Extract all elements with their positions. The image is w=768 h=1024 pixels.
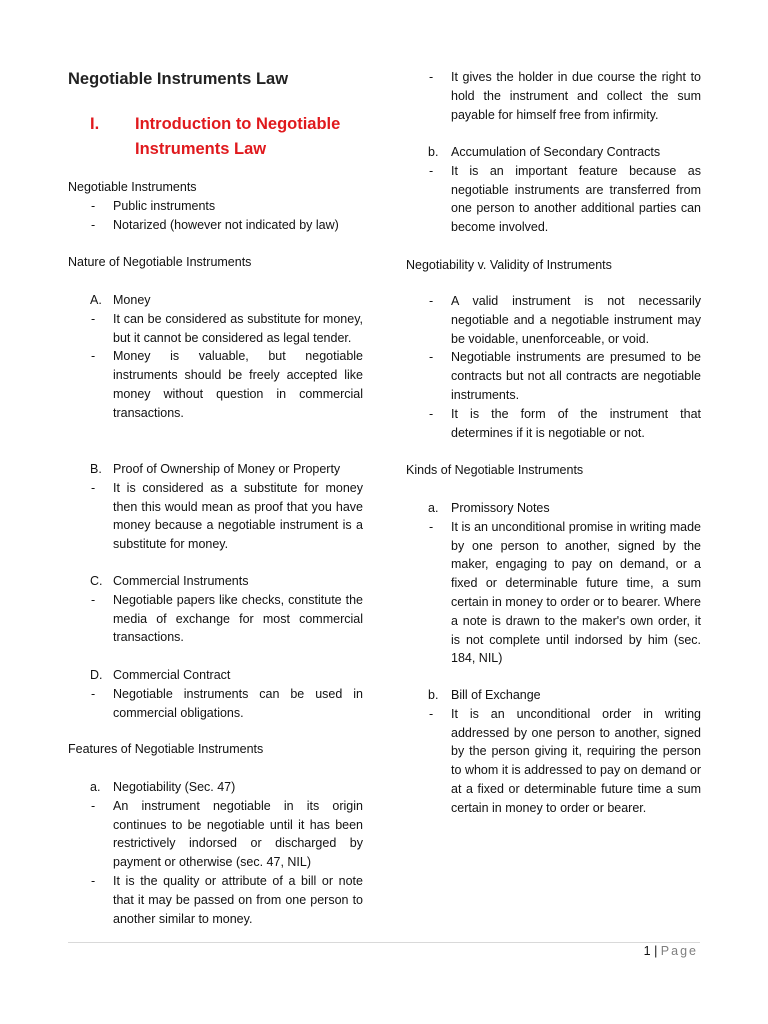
list-item: - Negotiable instruments are presumed to be contracts but not all contracts are negotiable instruments. <box>429 350 701 402</box>
negotiable-instruments-block <box>68 178 363 234</box>
heading-nature: Nature of Negotiable Instruments <box>68 255 252 269</box>
heading-features: Features of Negotiable Instruments <box>68 742 264 756</box>
subheading-commercial-instruments: C. Commercial Instruments <box>90 574 249 588</box>
list-item: - It gives the holder in due course the right to hold the instrument and collect the sum payable for himself free from infirmity. <box>429 70 701 122</box>
list-item: - A valid instrument is not necessarily negotiable and a negotiable instrument may be voidable, unenforceable, or void. <box>429 294 701 346</box>
features-heading-block <box>68 740 363 759</box>
nature-c-block <box>68 572 363 647</box>
list-item: - It can be considered as substitute for money, but it cannot be considered as legal tender. <box>91 311 363 345</box>
subheading-commercial-contract: D. Commercial Contract <box>90 668 231 682</box>
subheading-promissory-notes: a. Promissory Notes <box>428 501 550 515</box>
subheading-proof-of-ownership: B. Proof of Ownership of Money or Property <box>90 462 341 476</box>
page-number: 1 | Page <box>643 944 698 958</box>
kinds-b-block <box>406 686 701 818</box>
features-a-block <box>68 778 363 928</box>
subheading-secondary-contracts: b. Accumulation of Secondary Contracts <box>428 145 661 159</box>
nature-b-block <box>68 460 363 554</box>
section-title-line-1: Introduction to Negotiable <box>135 115 341 133</box>
list-item: - It is an unconditional order in writing addressed by one person to another, signed by the person giving it, requiring the person to whom it is addressed to pay on demand or at a fixed or determinable future time a sum certain in money to order or bearer. <box>429 706 701 815</box>
list-item: - It is the quality or attribute of a bill or note that it may be passed on from one person to another similar to money. <box>91 873 363 926</box>
list-item: - Negotiable papers like checks, constitute the media of exchange for most commercial transactions. <box>91 592 363 645</box>
negotiability-validity-items <box>406 292 701 442</box>
list-item: - Public instruments <box>91 198 216 213</box>
nature-a-block <box>68 291 363 423</box>
subheading-bill-of-exchange: b. Bill of Exchange <box>428 688 541 702</box>
subheading-negotiability: a. Negotiability (Sec. 47) <box>90 780 236 794</box>
list-item: - It is the form of the instrument that determines if it is negotiable or not. <box>429 406 701 440</box>
nature-heading-block <box>68 253 363 272</box>
features-b-block <box>406 143 701 237</box>
negotiability-validity-block <box>406 256 701 275</box>
list-item: - Money is valuable, but negotiable instruments should be freely accepted like money without question in commercial transactions. <box>91 349 363 420</box>
heading-negotiable-instruments: Negotiable Instruments <box>68 180 197 194</box>
list-item: - Notarized (however not indicated by law) <box>91 217 339 232</box>
document-title: Negotiable Instruments Law <box>68 70 289 88</box>
features-a-continued-block <box>406 68 701 124</box>
section-numeral: I. <box>90 115 100 133</box>
kinds-a-block <box>406 499 701 668</box>
list-item: - An instrument negotiable in its origin continues to be negotiable until it has been restrictively indorsed or discharged by payment or otherwise (sec. 47, NIL) <box>91 798 363 870</box>
heading-negotiability-v-validity: Negotiability v. Validity of Instruments <box>406 258 612 272</box>
list-item: - Negotiable instruments can be used in commercial obligations. <box>91 686 363 720</box>
subheading-money: A. Money <box>90 293 151 307</box>
kinds-heading-block <box>406 461 701 480</box>
footer-divider <box>68 942 700 943</box>
section-title-line-2: Instruments Law <box>135 140 267 158</box>
list-item: - It is an important feature because as negotiable instruments are transferred from one person to another additional parties can become involved. <box>429 163 701 235</box>
heading-kinds: Kinds of Negotiable Instruments <box>406 463 584 477</box>
list-item: - It is considered as a substitute for money then this would mean as proof that you have money because a negotiable instrument is a substitute for money. <box>91 480 363 552</box>
list-item: - It is an unconditional promise in writing made by one person to another, signed by the maker, engaging to pay on demand, or a fixed or determinable future time, a sum certain in money to order or to bearer. Where a note is drawn to the maker's own order, it is not complete until indorsed by him (sec. 184, NIL) <box>429 519 701 666</box>
nature-d-block <box>68 666 363 722</box>
